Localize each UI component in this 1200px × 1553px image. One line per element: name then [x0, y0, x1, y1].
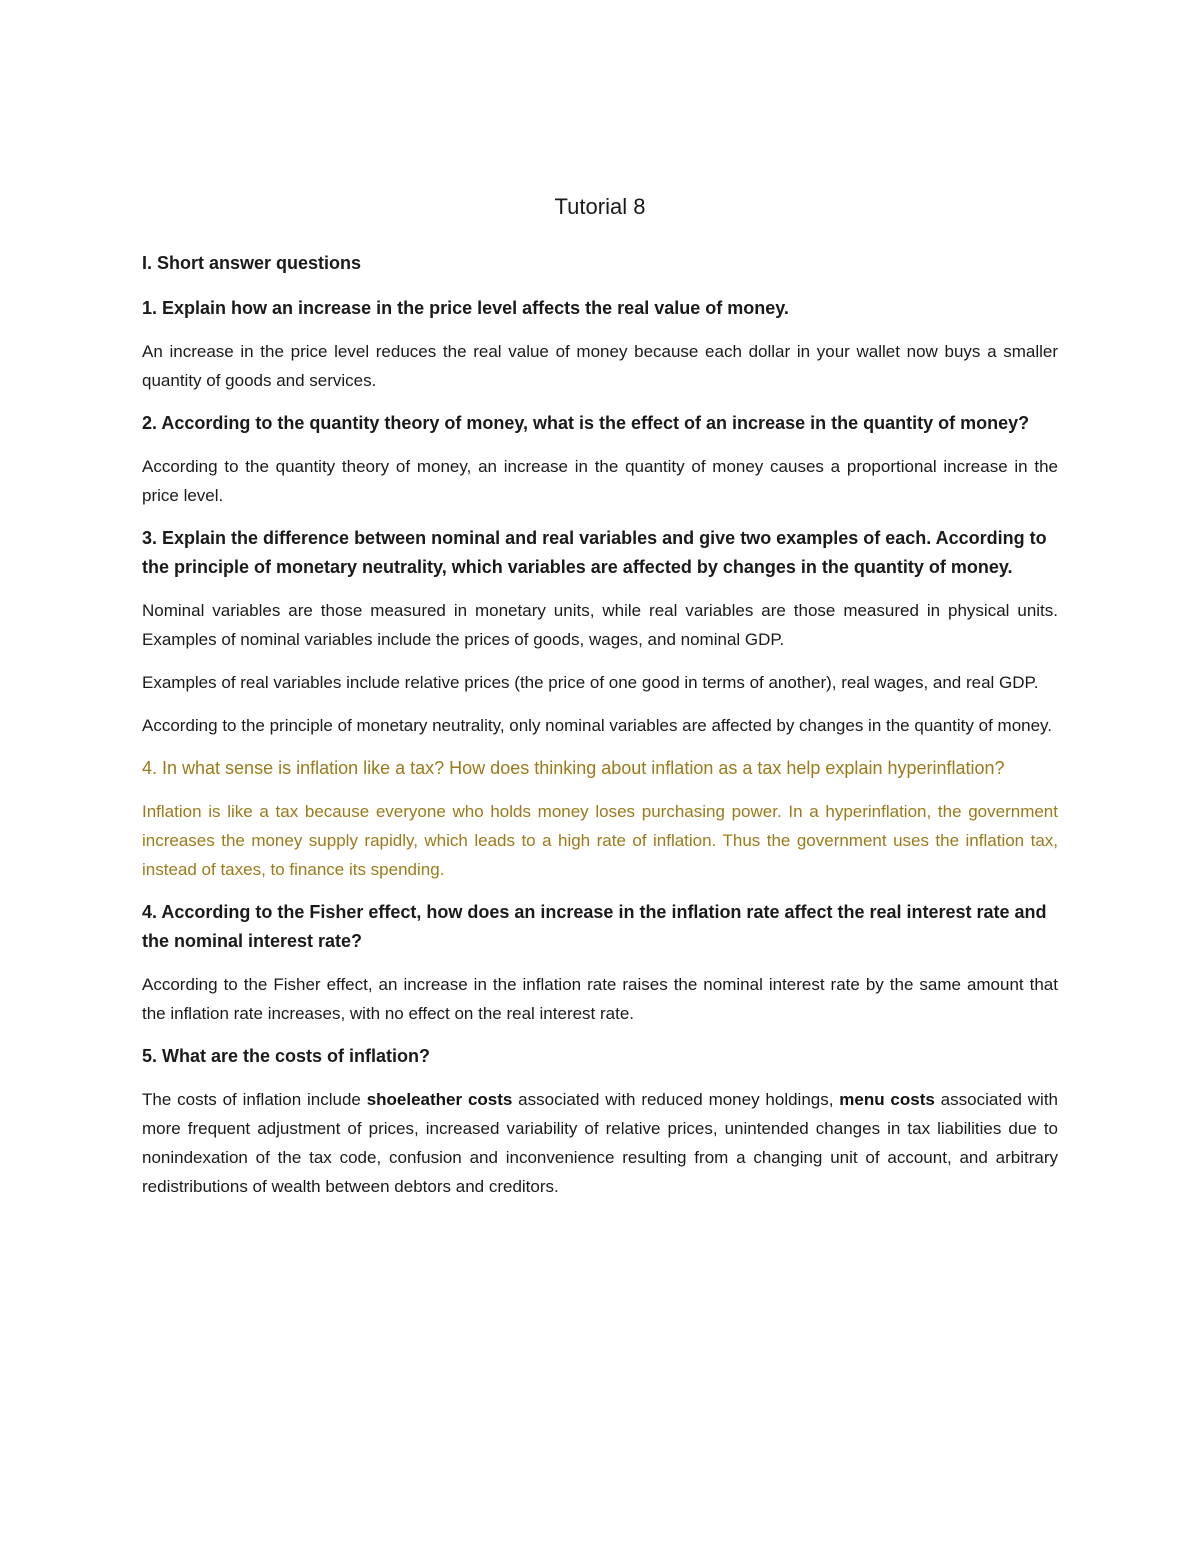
answer-3-paragraph-2: Examples of real variables include relative prices (the price of one good in terms of another), real wages, and real GDP.	[142, 673, 1039, 692]
answer-3-paragraph-3: According to the principle of monetary neutrality, only nominal variables are affected by changes in the quantity of money.	[142, 716, 1053, 735]
section-heading: I. Short answer questions	[142, 253, 362, 273]
term-shoeleather-costs: shoeleather costs	[366, 1090, 513, 1109]
answer-4-fisher-effect: According to the Fisher effect, an increase in the inflation rate raises the nominal interest rate by the same amount that the inflation rate increases, with no effect on the real interest rate.	[142, 975, 1058, 1023]
document-page	[142, 192, 1058, 1215]
question-2: 2. According to the quantity theory of money, what is the effect of an increase in the quantity of money?	[142, 413, 1030, 433]
question-3: 3. Explain the difference between nominal and real variables and give two examples of each. According to the principle of monetary neutrality, which variables are affected by changes in the quantity of money.	[142, 528, 1047, 577]
answer-5	[142, 1085, 1058, 1201]
question-4-fisher-effect: 4. According to the Fisher effect, how does an increase in the inflation rate affect the real interest rate and the nominal interest rate?	[142, 902, 1047, 951]
answer-4-inflation-tax: Inflation is like a tax because everyone who holds money loses purchasing power. In a hyperinflation, the government increases the money supply rapidly, which leads to a high rate of inflation. Thus the government uses the inflation tax, instead of taxes, to finance its spending.	[142, 802, 1058, 879]
answer-2: According to the quantity theory of money, an increase in the quantity of money causes a proportional increase in the price level.	[142, 457, 1058, 505]
question-4-inflation-tax: 4. In what sense is inflation like a tax? How does thinking about inflation as a tax help explain hyperinflation?	[142, 758, 1005, 778]
question-1: 1. Explain how an increase in the price level affects the real value of money.	[142, 298, 789, 318]
answer-3-paragraph-1: Nominal variables are those measured in monetary units, while real variables are those measured in physical units. Examples of nominal variables include the prices of goods, wages, and nominal GDP.	[142, 601, 1058, 649]
term-menu-costs: menu costs	[839, 1090, 935, 1109]
answer-1: An increase in the price level reduces the real value of money because each dollar in your wallet now buys a smaller quantity of goods and services.	[142, 342, 1058, 390]
answer-5-part-3: associated with more frequent adjustment of prices, increased variability of relative prices, unintended changes in tax liabilities due to nonindexation of the tax code, confusion and inconvenience resulting from a changing unit of account, and arbitrary redistributions of wealth between debtors and creditors.	[142, 1090, 1058, 1196]
answer-5-part-1: The costs of inflation include	[142, 1090, 367, 1109]
document-title: Tutorial 8	[554, 194, 646, 219]
question-5: 5. What are the costs of inflation?	[142, 1046, 431, 1066]
answer-5-part-2: associated with reduced money holdings,	[512, 1090, 840, 1109]
